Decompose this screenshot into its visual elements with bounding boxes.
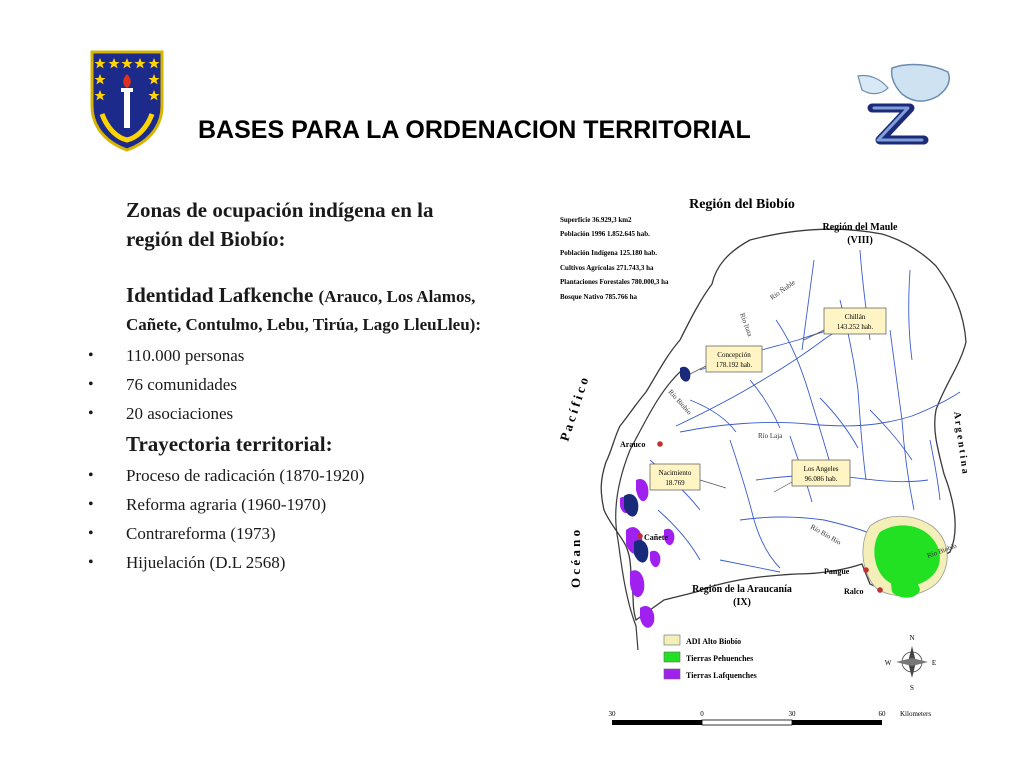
river-label: Río Bío Bío (809, 522, 843, 547)
city-name: Los Angeles (803, 465, 839, 473)
legend-swatch (664, 652, 680, 662)
pacific-label: P a c í f i c o (556, 375, 592, 443)
argentina-label: A r g e n t i n a (951, 410, 971, 475)
river-label: Río Biobío (925, 541, 958, 560)
spacer (80, 254, 490, 282)
biobio-region-map (540, 180, 971, 735)
list-item: • Proceso de radicación (1870-1920) (80, 461, 490, 490)
region-maule-label: Región del Maule (822, 222, 898, 233)
town-label: Arauco (620, 440, 646, 449)
city-name: Nacimiento (658, 469, 692, 477)
town-label: Ralco (844, 587, 864, 596)
identity-places: (Arauco, Los Alamos, Cañete, Contulmo, Lebu, Tirúa, Lago LleuLleu): (126, 287, 481, 334)
map-stats (560, 216, 669, 301)
map-stat: Población Indígena 125.180 hab. (560, 249, 658, 257)
scale-tick: 60 (878, 710, 886, 718)
region-araucania-number: (IX) (733, 597, 751, 608)
trajectory-heading: Trayectoria territorial: (126, 432, 333, 456)
city-population: 143.252 hab. (836, 323, 874, 331)
city-name: Concepción (717, 351, 751, 359)
map-legend (664, 635, 757, 680)
compass-east: E (931, 659, 937, 667)
city-population: 178.192 hab. (715, 361, 753, 369)
z-emblem-logo (852, 60, 956, 156)
page-title: BASES PARA LA ORDENACION TERRITORIAL (198, 116, 751, 144)
compass-south: S (910, 684, 914, 692)
scale-tick: 0 (700, 710, 704, 718)
legend-swatch (664, 635, 680, 645)
list-item: • 76 comunidades (80, 370, 490, 399)
city-name: Chillán (844, 313, 866, 321)
scale-unit: Kilometers (900, 710, 932, 718)
legend-label: Tierras Pehuenches (686, 654, 754, 663)
city-population: 96.086 hab. (804, 475, 838, 483)
scale-bar (609, 710, 932, 725)
compass-north: N (909, 634, 915, 642)
list-item: • Hijuelación (D.L 2568) (80, 548, 490, 577)
legend-label: Tierras Lafquenches (686, 671, 757, 680)
city-population: 18.769 (665, 479, 685, 487)
list-item: • 20 asociaciones (80, 399, 490, 428)
ocean-label: O c é a n o (568, 529, 583, 588)
region-araucania-label: Región de la Araucanía (692, 584, 792, 595)
map-stat: Superficie 36.929,3 km2 (560, 216, 632, 224)
map-stat: Bosque Nativo 785.766 ha (560, 293, 638, 301)
map-stat: Cultivos Agrícolas 271.743,3 ha (560, 264, 654, 272)
list-item: • Contrareforma (1973) (80, 519, 490, 548)
university-shield-logo (88, 48, 166, 152)
map-title: Región del Biobío (689, 197, 795, 212)
compass-rose (885, 634, 936, 692)
section-heading: Zonas de ocupación indígena en la región del Biobío: (126, 198, 434, 251)
scale-tick: 30 (608, 710, 616, 718)
river-label: Río Laja (758, 432, 783, 440)
region-maule-number: (VIII) (847, 235, 873, 246)
river-label: Río Biobío (666, 387, 694, 417)
map-stat: Plantaciones Forestales 780.000,3 ha (560, 278, 669, 286)
list-item: • 110.000 personas (80, 341, 490, 370)
identity-heading (126, 282, 490, 338)
compass-west: W (884, 659, 892, 667)
town-label: Cañete (644, 533, 668, 542)
map-stat: Población 1996 1.852.645 hab. (560, 230, 650, 238)
scale-tick: 30 (788, 710, 796, 718)
legend-label: ADI Alto Biobío (686, 637, 742, 646)
text-column (80, 196, 490, 577)
list-item: • Reforma agraria (1960-1970) (80, 490, 490, 519)
river-label: Río Itata (738, 311, 754, 338)
legend-swatch (664, 669, 680, 679)
identity-list (80, 341, 490, 428)
town-label: Pangue (824, 567, 850, 576)
trajectory-list (80, 461, 490, 577)
identity-title: Identidad Lafkenche (126, 283, 314, 307)
river-label: Río Ñuble (768, 278, 797, 302)
